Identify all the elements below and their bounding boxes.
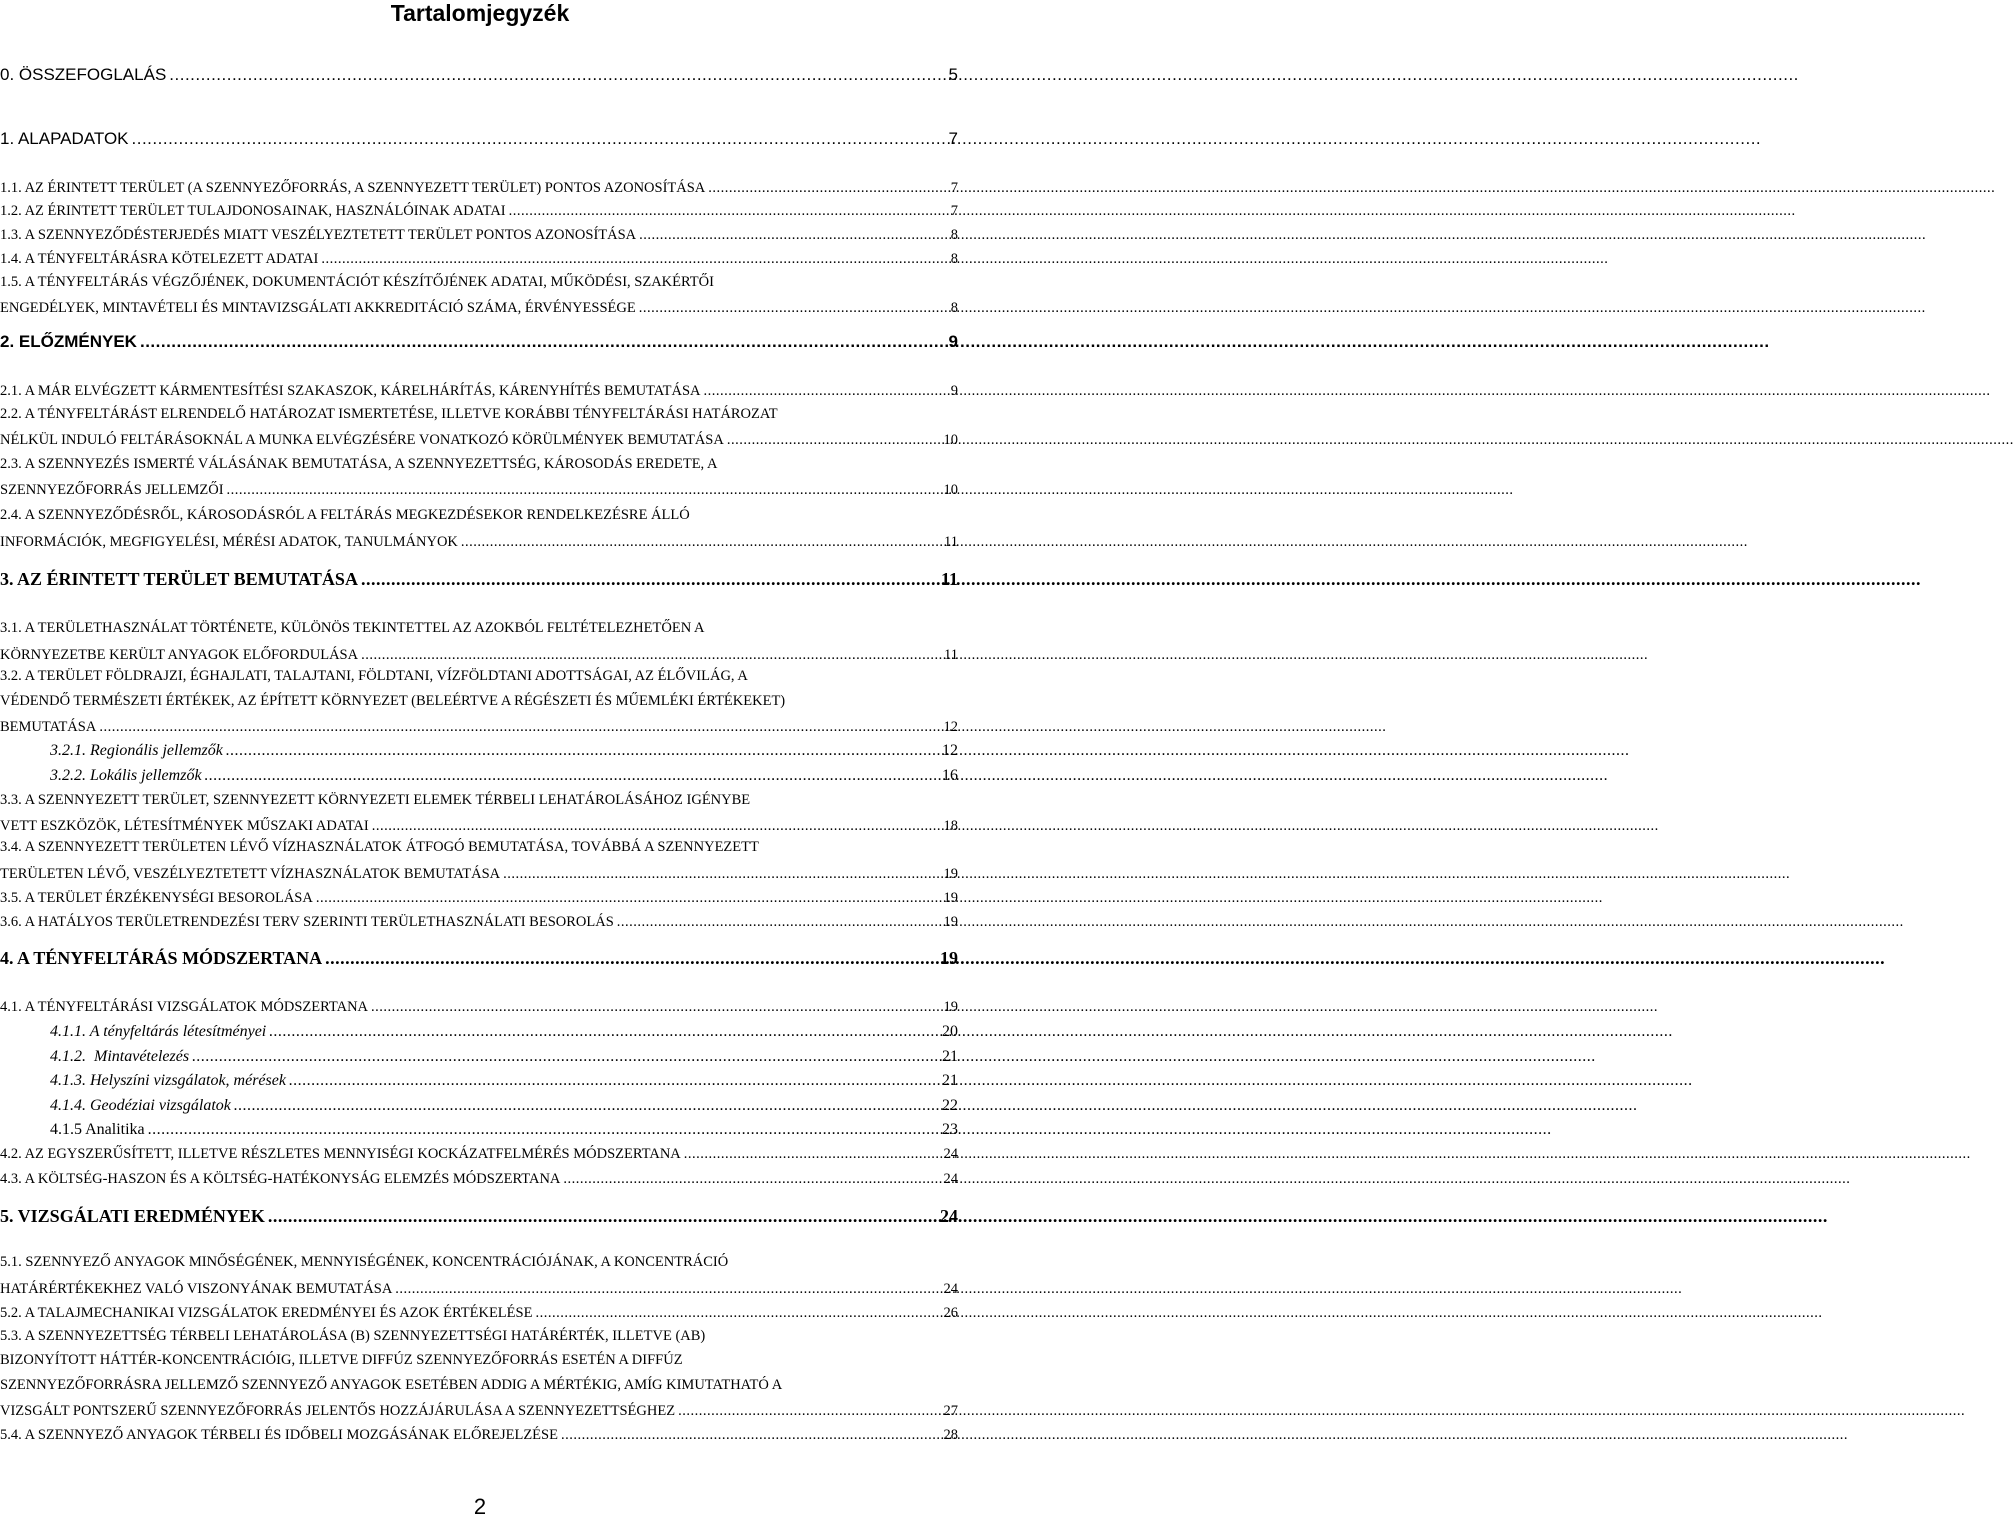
toc-entry-3-1-cont[interactable]: KÖRNYEZETBE KERÜLT ANYAGOK ELŐFORDULÁSA ..... 11 [0,643,958,665]
toc-entry-3-6[interactable]: 3.6. A HATÁLYOS TERÜLETRENDEZÉSI TERV SZERINTI TERÜLETHASZNÁLATI BESOROLÁS ..... 19 [0,910,958,932]
toc-entry-4-1-4[interactable]: 4.1.4. Geodéziai vizsgálatok ..... 22 [50,1094,958,1116]
toc-entry-3-2[interactable]: 3.2. A TERÜLET FÖLDRAJZI, ÉGHAJLATI, TALAJTANI, FÖLDTANI, VÍZFÖLDTANI ADOTTSÁGAI, AZ ÉLŐVILÁG, A [0,668,748,684]
document-title: Tartalomjegyzék [390,0,570,26]
toc-entry-4-2[interactable]: 4.2. AZ EGYSZERŰSÍTETT, ILLETVE RÉSZLETES MENNYISÉGI KOCKÁZATFELMÉRÉS MÓDSZERTANA ..... 24 [0,1142,958,1164]
toc-entry-1-5[interactable]: 1.5. A TÉNYFELTÁRÁS VÉGZŐJÉNEK, DOKUMENTÁCIÓT KÉSZÍTŐJÉNEK ADATAI, MŰKÖDÉSI, SZAKÉRTŐI [0,274,714,290]
toc-entry-3-4[interactable]: 3.4. A SZENNYEZETT TERÜLETEN LÉVŐ VÍZHASZNÁLATOK ÁTFOGÓ BEMUTATÁSA, TOVÁBBÁ A SZENNYEZETT [0,839,759,855]
toc-entry-4-3[interactable]: 4.3. A KÖLTSÉG-HASZON ÉS A KÖLTSÉG-HATÉKONYSÁG ELEMZÉS MÓDSZERTANA ..... 24 [0,1167,958,1189]
toc-entry-4-1-5[interactable]: 4.1.5 Analitika ..... 23 [50,1118,958,1140]
toc-entry-5-3-cont3[interactable]: VIZSGÁLT PONTSZERŰ SZENNYEZŐFORRÁS JELENTŐS HOZZÁJÁRULÁSA A SZENNYEZETTSÉGHEZ ..... 27 [0,1399,958,1421]
toc-entry-5-1[interactable]: 5.1. SZENNYEZŐ ANYAGOK MINŐSÉGÉNEK, MENNYISÉGÉNEK, KONCENTRÁCIÓJÁNAK, A KONCENTRÁCIÓ [0,1254,729,1270]
toc-entry-5-4[interactable]: 5.4. A SZENNYEZŐ ANYAGOK TÉRBELI ÉS IDŐBELI MOZGÁSÁNAK ELŐREJELZÉSE ..... 28 [0,1423,958,1445]
toc-entry-1-4[interactable]: 1.4. A TÉNYFELTÁRÁSRA KÖTELEZETT ADATAI ..... 8 [0,247,958,269]
toc-entry-5-2[interactable]: 5.2. A TALAJMECHANIKAI VIZSGÁLATOK EREDMÉNYEI ÉS AZOK ÉRTÉKELÉSE ..... 26 [0,1301,958,1323]
toc-entry-5-3-cont2[interactable]: SZENNYEZŐFORRÁSRA JELLEMZŐ SZENNYEZŐ ANYAGOK ESETÉBEN ADDIG A MÉRTÉKIG, AMÍG KIMUTATHATÓ A [0,1377,783,1393]
toc-entry-2-1[interactable]: 2.1. A MÁR ELVÉGZETT KÁRMENTESÍTÉSI SZAKASZOK, KÁRELHÁRÍTÁS, KÁRENYHÍTÉS BEMUTATÁSA ..... 9 [0,379,958,401]
toc-entry-5-3[interactable]: 5.3. A SZENNYEZETTSÉG TÉRBELI LEHATÁROLÁSA (B) SZENNYEZETTSÉGI HATÁRÉRTÉK, ILLETVE (AB) [0,1328,706,1344]
toc-entry-2-2[interactable]: 2.2. A TÉNYFELTÁRÁST ELRENDELŐ HATÁROZAT ISMERTETÉSE, ILLETVE KORÁBBI TÉNYFELTÁRÁSI HATÁROZAT [0,406,778,422]
toc-entry-5-1-cont[interactable]: HATÁRÉRTÉKEKHEZ VALÓ VISZONYÁNAK BEMUTATÁSA ..... 24 [0,1277,958,1299]
toc-entry-1[interactable]: 1. ALAPADATOK ..... 7 [0,127,958,149]
toc-entry-3-2-cont2[interactable]: BEMUTATÁSA ..... 12 [0,715,958,737]
toc-entry-text: 0. ÖSSZEFOGLALÁS [0,65,167,84]
toc-entry-2-3-cont[interactable]: SZENNYEZŐFORRÁS JELLEMZŐI ..... 10 [0,478,958,500]
toc-entry-page: 5 [948,65,958,84]
toc-entry-4-1-2[interactable]: 4.1.2. Mintavételezés ..... 21 [50,1045,958,1067]
toc-entry-2-2-cont[interactable]: NÉLKÜL INDULÓ FELTÁRÁSOKNÁL A MUNKA ELVÉGZÉSÉRE VONATKOZÓ KÖRÜLMÉNYEK BEMUTATÁSA ..... 10 [0,428,958,450]
toc-entry-3-3-cont[interactable]: VETT ESZKÖZÖK, LÉTESÍTMÉNYEK MŰSZAKI ADATAI ..... 18 [0,814,958,836]
toc-entry-3[interactable]: 3. AZ ÉRINTETT TERÜLET BEMUTATÁSA ..... 11 [0,567,958,589]
toc-entry-3-5[interactable]: 3.5. A TERÜLET ÉRZÉKENYSÉGI BESOROLÁSA ..... 19 [0,886,958,908]
toc-entry-3-2-cont1[interactable]: VÉDENDŐ TERMÉSZETI ÉRTÉKEK, AZ ÉPÍTETT KÖRNYEZET (BELEÉRTVE A RÉGÉSZETI ÉS MŰEMLÉKI ÉRTÉKEKET) [0,693,786,709]
toc-entry-4-1[interactable]: 4.1. A TÉNYFELTÁRÁSI VIZSGÁLATOK MÓDSZERTANA ..... 19 [0,995,958,1017]
toc-entry-3-4-cont[interactable]: TERÜLETEN LÉVŐ, VESZÉLYEZTETETT VÍZHASZNÁLATOK BEMUTATÁSA ..... 19 [0,862,958,884]
toc-entry-5[interactable]: 5. VIZSGÁLATI EREDMÉNYEK ..... 24 [0,1204,958,1226]
toc-entry-3-3[interactable]: 3.3. A SZENNYEZETT TERÜLET, SZENNYEZETT KÖRNYEZETI ELEMEK TÉRBELI LEHATÁROLÁSÁHOZ IGÉNYBE [0,792,751,808]
toc-entry-1-2[interactable]: 1.2. AZ ÉRINTETT TERÜLET TULAJDONOSAINAK, HASZNÁLÓINAK ADATAI ..... 7 [0,199,958,221]
toc-entry-1-3[interactable]: 1.3. A SZENNYEZŐDÉSTERJEDÉS MIATT VESZÉLYEZTETETT TERÜLET PONTOS AZONOSÍTÁSA ..... 8 [0,223,958,245]
toc-entry-0[interactable] [0,63,958,85]
toc-entry-4-1-3[interactable]: 4.1.3. Helyszíni vizsgálatok, mérések ..... 21 [50,1069,958,1091]
toc-entry-3-2-1[interactable]: 3.2.1. Regionális jellemzők ..... 12 [50,739,958,761]
toc-entry-2-3[interactable]: 2.3. A SZENNYEZÉS ISMERTÉ VÁLÁSÁNAK BEMUTATÁSA, A SZENNYEZETTSÉG, KÁROSODÁS EREDETE, A [0,456,718,472]
toc-entry-4-1-1[interactable]: 4.1.1. A tényfeltárás létesítményei ..... 20 [50,1020,958,1042]
toc-entry-2-4-cont[interactable]: INFORMÁCIÓK, MEGFIGYELÉSI, MÉRÉSI ADATOK, TANULMÁNYOK ..... 11 [0,530,958,552]
toc-entry-5-3-cont1[interactable]: BIZONYÍTOTT HÁTTÉR-KONCENTRÁCIÓIG, ILLETVE DIFFÚZ SZENNYEZŐFORRÁS ESETÉN A DIFFÚZ [0,1352,683,1368]
toc-entry-1-1[interactable]: 1.1. AZ ÉRINTETT TERÜLET (A SZENNYEZŐFORRÁS, A SZENNYEZETT TERÜLET) PONTOS AZONOSÍTÁSA ..... 7 [0,176,958,198]
toc-entry-2-4[interactable]: 2.4. A SZENNYEZŐDÉSRŐL, KÁROSODÁSRÓL A FELTÁRÁS MEGKEZDÉSEKOR RENDELKEZÉSRE ÁLLÓ [0,507,690,523]
toc-entry-4[interactable]: 4. A TÉNYFELTÁRÁS MÓDSZERTANA ..... 19 [0,946,958,968]
toc-entry-3-2-2[interactable]: 3.2.2. Lokális jellemzők ..... 16 [50,764,958,786]
toc-entry-2[interactable]: 2. ELŐZMÉNYEK ..... 9 [0,330,958,352]
page-number: 2 [473,1494,487,1519]
toc-entry-1-5-cont[interactable]: ENGEDÉLYEK, MINTAVÉTELI ÉS MINTAVIZSGÁLATI AKKREDITÁCIÓ SZÁMA, ÉRVÉNYESSÉGE ..... 8 [0,296,958,318]
toc-entry-3-1[interactable]: 3.1. A TERÜLETHASZNÁLAT TÖRTÉNETE, KÜLÖNÖS TEKINTETTEL AZ AZOKBÓL FELTÉTELEZHETŐEN A [0,620,705,636]
